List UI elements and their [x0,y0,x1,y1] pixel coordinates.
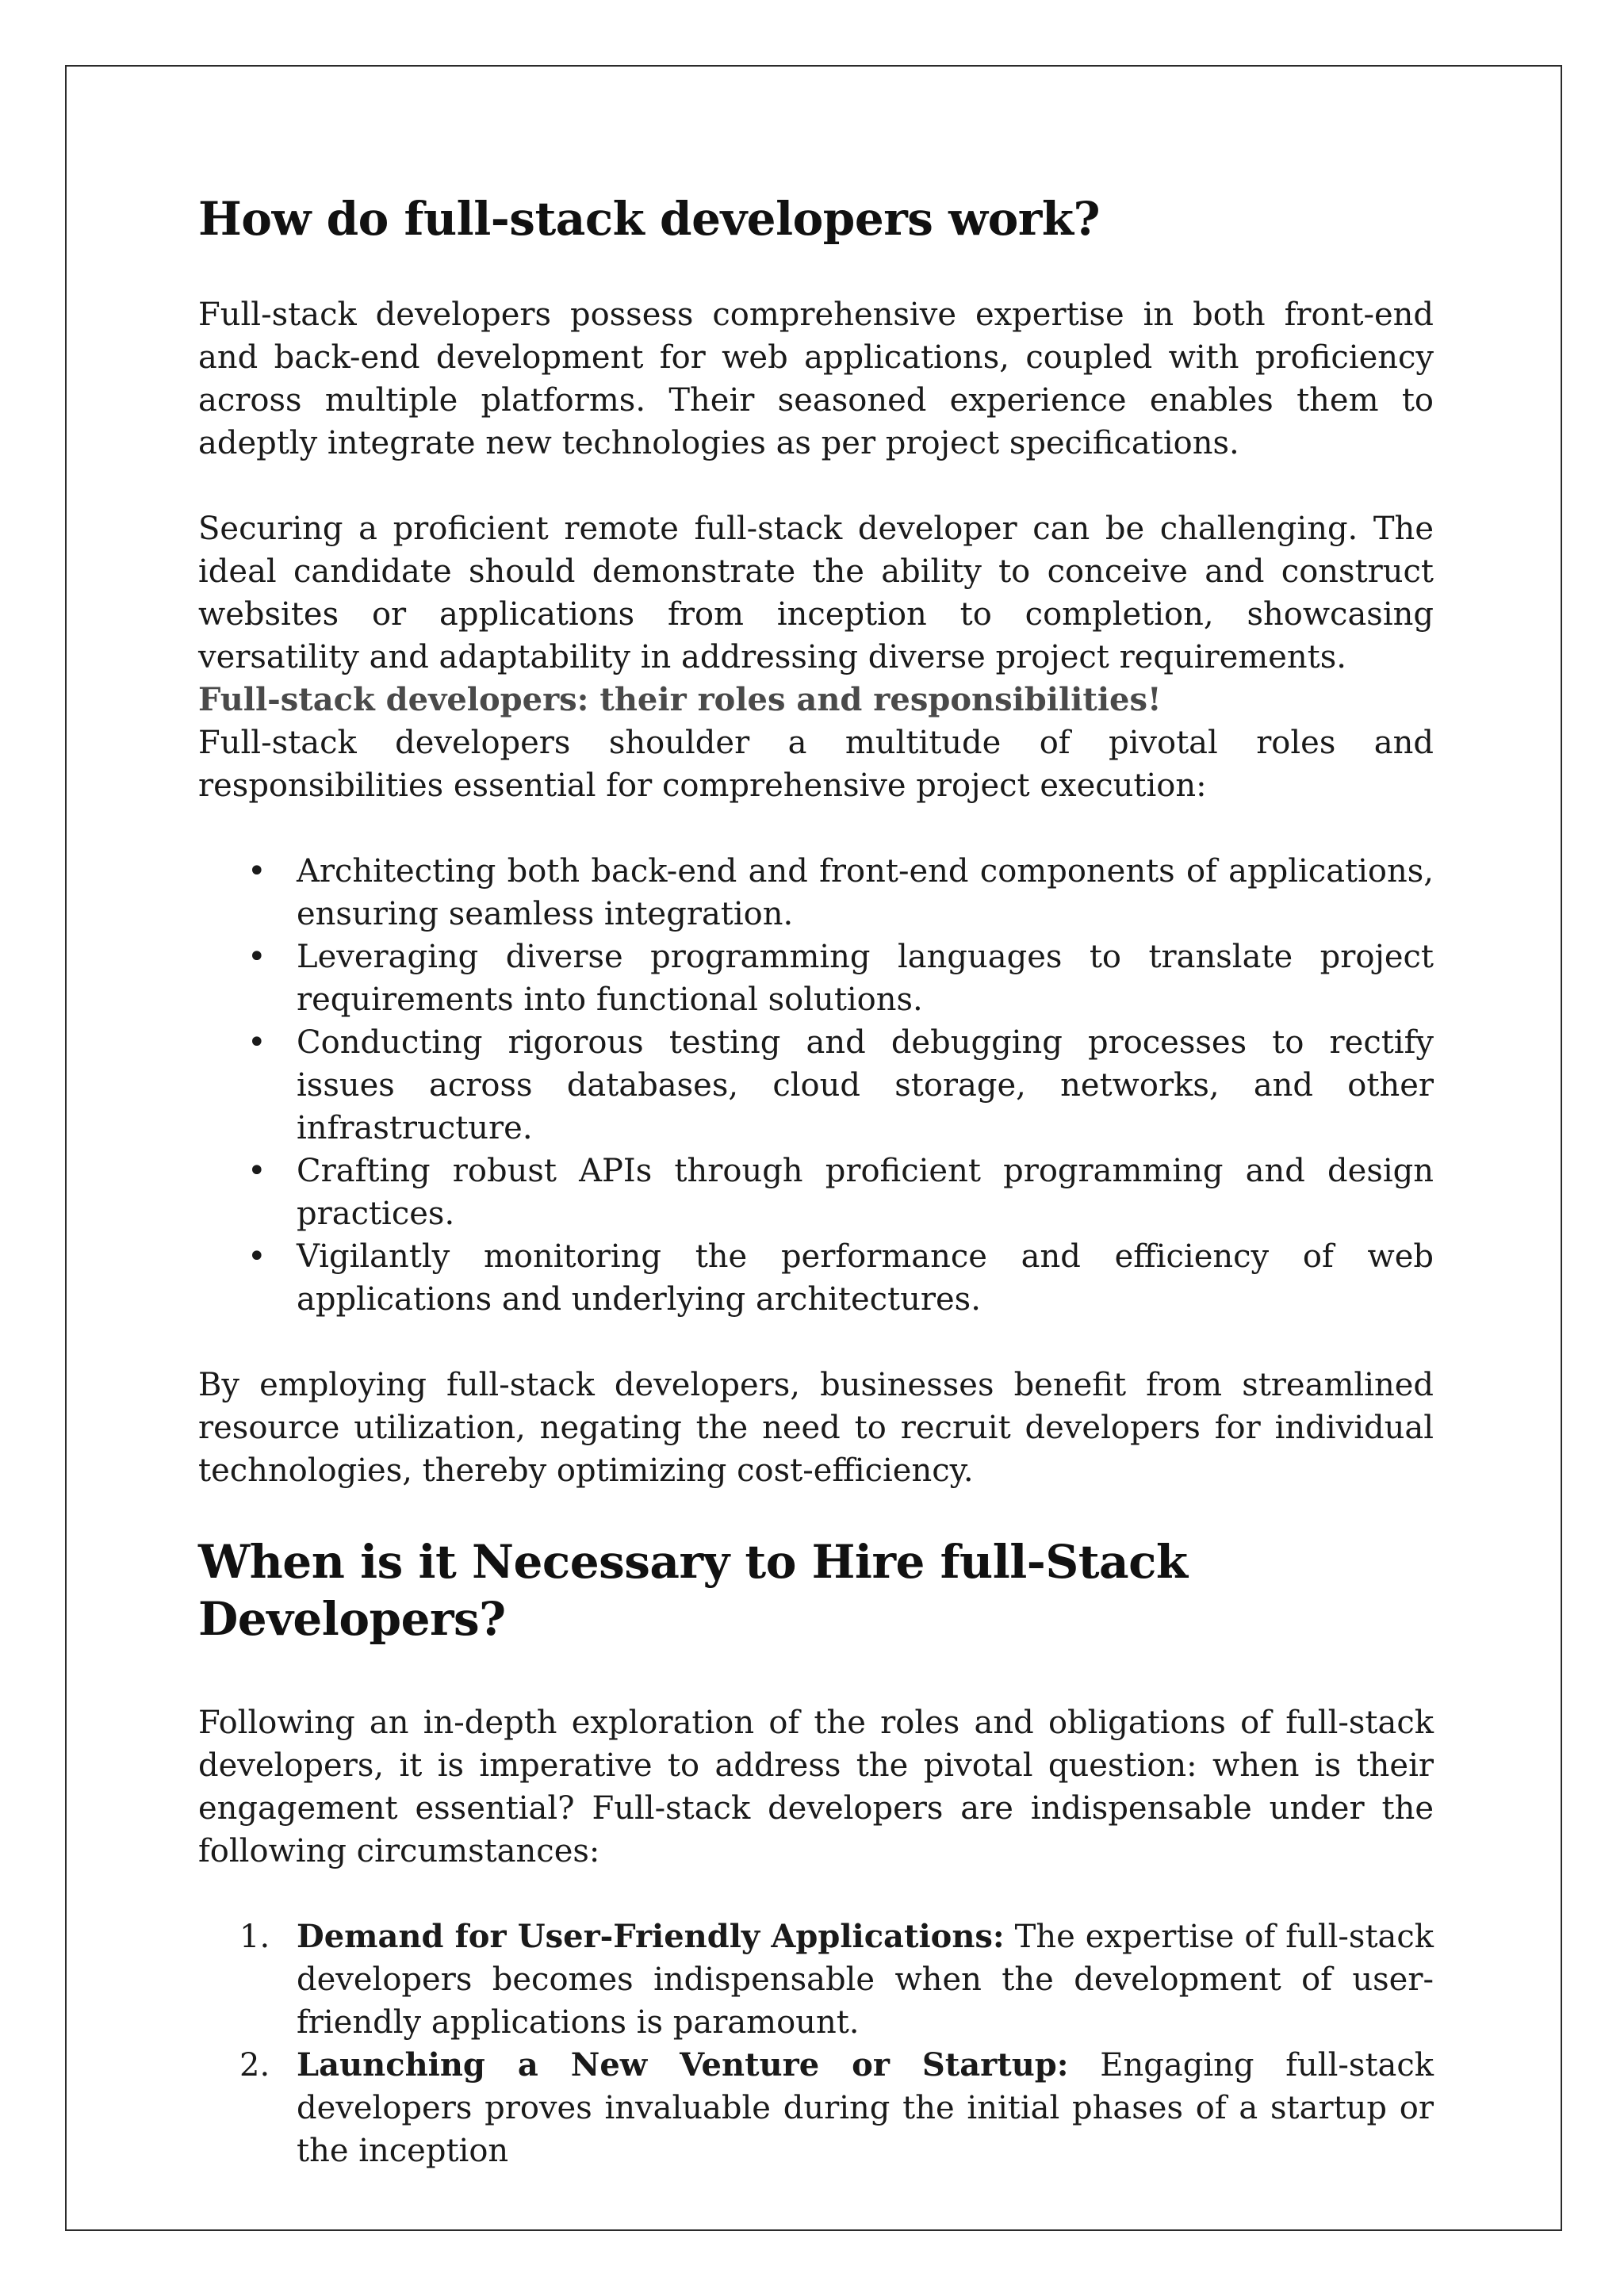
list-item-text: Crafting robust APIs through proficient programming and design practices. [297,1153,1434,1232]
bullet-marker: • [247,1153,266,1189]
list-item-text: The expertise of full-stack developers becomes indispensable when the development of user-friendly applications is paramount. [297,1919,1434,2041]
bullet-marker: • [247,853,266,890]
circumstances-list [198,1915,1434,2172]
list-item-text: Conducting rigorous testing and debugging processes to rectify issues across databases, cloud storage, networks, and other infrastructure. [297,1024,1434,1146]
document-body [198,190,1434,2172]
paragraph-gap [198,465,1434,507]
list-item [198,1021,1434,1150]
list-item-text: Leveraging diverse programming languages to translate project requirements into functional solutions. [297,939,1434,1018]
list-item-text: Vigilantly monitoring the performance and efficiency of web applications and underlying architectures. [297,1238,1434,1318]
list-item [198,1235,1434,1321]
list-item [198,936,1434,1021]
subheading-roles: Full-stack developers: their roles and responsibilities! [198,681,1162,718]
list-item-text: Engaging full-stack developers proves invaluable during the initial phases of a startup or the inception [297,2047,1434,2169]
paragraph-gap [198,1873,1434,1915]
paragraph-roles-intro: Full-stack developers shoulder a multitude of pivotal roles and responsibilities essential for comprehensive project execution: [198,725,1434,804]
section-heading-how-work: How do full-stack developers work? [198,192,1100,246]
paragraph-securing: Securing a proficient remote full-stack developer can be challenging. The ideal candidate should demonstrate the ability to conceive and construct websites or applications from inception to completion, showcasing versatility and adaptability in addressing diverse project requirements. [198,511,1434,675]
responsibilities-list [198,850,1434,1321]
list-item [198,1150,1434,1235]
list-item-lead: Demand for User-Friendly Applications: [297,1918,1005,1955]
list-item-lead: Launching a New Venture or Startup: [297,2046,1069,2084]
section-heading-when-hire: When is it Necessary to Hire full-Stack Developers? [198,1535,1188,1646]
paragraph-gap [198,807,1434,850]
list-number: 1. [239,1919,270,1955]
paragraph-when-intro: Following an in-depth exploration of the roles and obligations of full-stack developers, it is imperative to address the pivotal question: when is their engagement essential? Full-stack developers are indispensable under the following circumstances: [198,1705,1434,1869]
bullet-marker: • [247,1238,266,1275]
paragraph-gap [198,1321,1434,1364]
list-number: 2. [239,2047,270,2084]
list-item-text: Architecting both back-end and front-end components of applications, ensuring seamless integration. [297,853,1434,932]
list-item [198,1915,1434,2044]
list-item [198,2044,1434,2172]
bullet-marker: • [247,939,266,975]
list-item [198,850,1434,936]
paragraph-closing: By employing full-stack developers, businesses benefit from streamlined resource utilization, negating the need to recruit developers for individual technologies, thereby optimizing cost-efficiency. [198,1367,1434,1489]
paragraph-expertise: Full-stack developers possess comprehensive expertise in both front-end and back-end development for web applications, coupled with proficiency across multiple platforms. Their seasoned experience enables them to adeptly integrate new technologies as per project specifications. [198,297,1434,461]
bullet-marker: • [247,1024,266,1061]
